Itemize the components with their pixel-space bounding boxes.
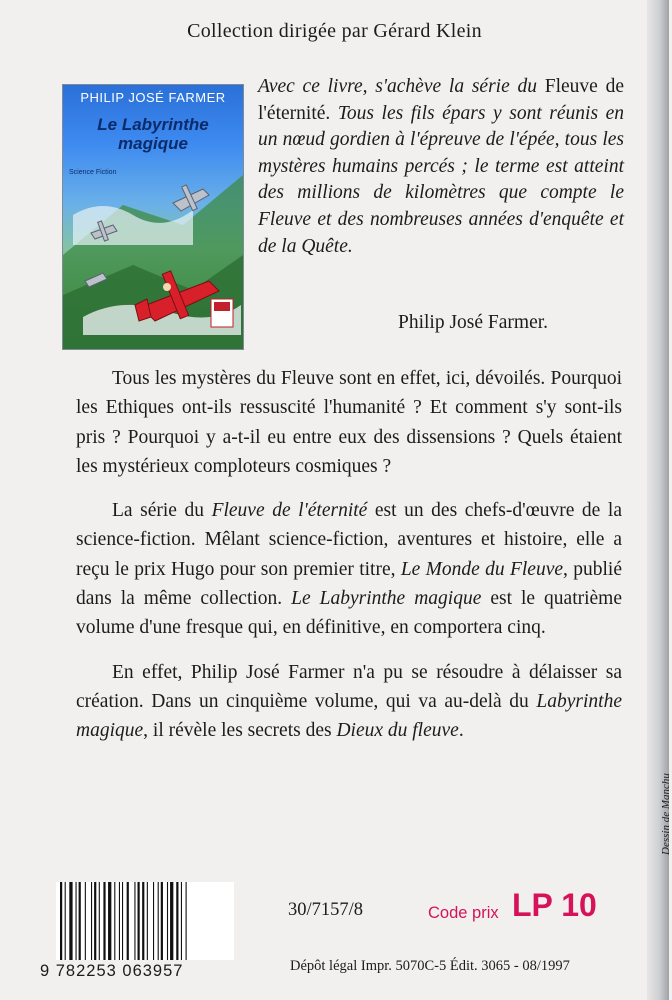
text-run: est le quatrième volume d'une fresque qui, en définitive, en comportera cinq.	[76, 588, 622, 639]
price-code-value: LP 10	[512, 887, 597, 923]
reference-code: 30/7157/8	[288, 900, 364, 920]
work-title: Le Labyrinthe magique	[291, 588, 482, 610]
author-quote	[258, 74, 624, 260]
work-title: Dieux du fleuve	[336, 720, 459, 742]
book-cover-thumbnail	[62, 84, 244, 350]
cover-author: PHILIP JOSÉ FARMER	[80, 90, 226, 105]
blurb-paragraph-3	[76, 658, 622, 746]
quote-segment: Tous les fils épars y sont réunis en un nœud gordien à l'épreuve de l'épée, tous les mystères humains percés ; le terme est atteint des millions de kilomètres que compte le Fleuve et des nombreuses années d'enquête et de la Quête.	[258, 102, 625, 257]
text-run: En effet, Philip José Farmer n'a pu se résoudre à délaisser sa création. Dans un cinquième volume, qui va au-delà du	[76, 661, 622, 712]
work-title: Fleuve de l'éternité	[211, 500, 368, 522]
work-title: Le Monde du Fleuve	[400, 558, 564, 580]
barcode	[56, 882, 234, 960]
price-code-label: Code prix	[428, 904, 499, 922]
cover-title: Le Labyrinthe magique	[97, 115, 209, 153]
work-title: Labyrinthe magique	[76, 690, 622, 742]
legal-deposit-line: Dépôt légal Impr. 5070C-5 Édit. 3065 - 08/1997	[290, 958, 570, 974]
text-run: , publié dans la même collection.	[76, 558, 622, 610]
text-run: est un des chefs-d'œuvre de la science-fiction. Mêlant science-fiction, aventures et histoire, elle a reçu le prix Hugo pour son premier titre,	[76, 500, 622, 580]
illustrator-credit: Dessin de Manchu	[660, 773, 672, 855]
quote-series-title: Fleuve de l'éternité.	[258, 76, 625, 124]
back-cover-blurb	[76, 364, 622, 761]
blurb-paragraph-1: Tous les mystères du Fleuve sont en effet, ici, dévoilés. Pourquoi les Ethiques ont-ils ressuscité l'humanité ? Et comment s'y sont-ils pris ? Pourquoi y a-t-il eu entre eux des dissensions ? Quels étaient les mystérieux comploteurs cosmiques ?	[76, 368, 622, 477]
text-run: , il révèle les secrets des	[143, 720, 337, 742]
collection-header: Collection dirigée par Gérard Klein	[187, 20, 482, 42]
quote-signature: Philip José Farmer.	[398, 312, 549, 333]
text-run: .	[458, 720, 464, 742]
blurb-paragraph-2	[76, 496, 622, 642]
text-run: La série du	[112, 500, 212, 522]
barcode-number: 9 782253 063957	[40, 962, 184, 980]
quote-segment: Avec ce livre, s'achève la série du	[258, 76, 537, 97]
cover-series-label: Science Fiction	[69, 169, 117, 176]
